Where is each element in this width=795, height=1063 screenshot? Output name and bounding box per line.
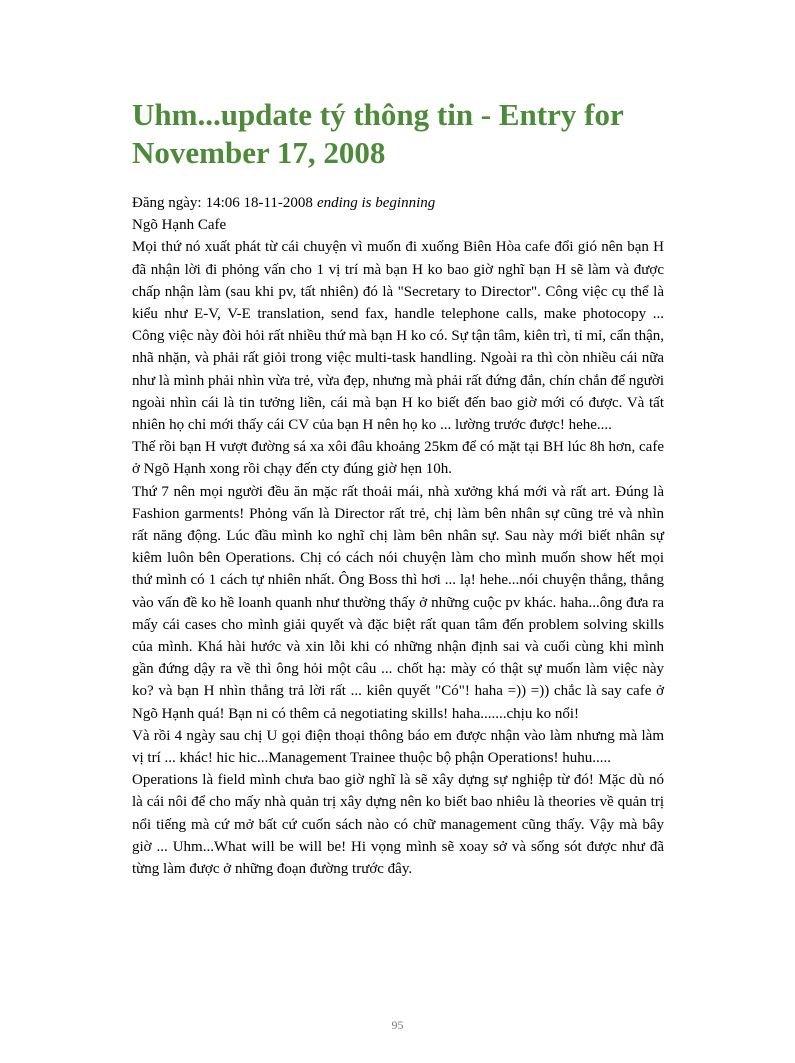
paragraph-3: Thứ 7 nên mọi người đều ăn mặc rất thoải mái, nhà xưởng khá mới và rất art. Đúng là Fashion garments! Phỏng vấn là Director rất trẻ, chị làm bên nhân sự cũng trẻ và nhìn rất năng động. Lúc đầu mình ko nghĩ chị làm bên nhân sự. Sau này mới biết nhân sự kiêm luôn bên Operations. Chị có cách nói chuyện làm cho mình muốn show hết mọi thứ mình có 1 cách tự nhiên nhất. Ông Boss thì hơi ... lạ! hehe...nói chuyện thẳng, thẳng vào vấn đề ko hề loanh quanh như thường thấy ở những cuộc pv khác. haha...ông đưa ra mấy cái cases cho mình giải quyết và đặc biệt rất quan tâm đến problem solving skills của mình. Khá hài hước và xin lỗi khi có những nhận định sai và cuối cùng khi mình gần đứng dậy ra về thì ông hỏi một câu ... chốt hạ: mày có thật sự muốn làm việc này ko? và bạn H nhìn thẳng trả lời rất ... kiên quyết "Có"! haha =)) =)) chắc là say cafe ở Ngõ Hạnh quá! Bạn ni có thêm cả negotiating skills! haha.......chịu ko nổi! xyxy=(132,483,664,722)
paragraph-4: Và rồi 4 ngày sau chị U gọi điện thoại thông báo em được nhận vào làm nhưng mà làm vị trí ... khác! hic hic...Management Trainee thuộc bộ phận Operations! huhu..... xyxy=(132,727,664,767)
page-number: 95 xyxy=(391,1018,404,1032)
paragraph-2: Thế rồi bạn H vượt đường sá xa xôi đâu khoảng 25km để có mặt tại BH lúc 8h hơn, cafe ở Ngõ Hạnh xong rồi chạy đến cty đúng giờ hẹn 10h. xyxy=(132,439,664,478)
post-location: Ngõ Hạnh Cafe xyxy=(132,217,227,234)
paragraph-5: Operations là field mình chưa bao giờ nghĩ là sẽ xây dựng sự nghiệp từ đó! Mặc dù nó là cái nôi để cho mấy nhà quản trị xây dựng nên ko biết bao nhiêu là theories về quản trị nổi tiếng mà cứ mở bất cứ cuốn sách nào có chữ management cũng thấy. Vậy mà bây giờ ... Uhm...What will be will be! Hi vọng mình sẽ xoay sở và sống sót được như đã từng làm được ở những đoạn đường trước đây. xyxy=(132,772,664,878)
post-datetime: 14:06 18-11-2008 xyxy=(205,195,313,211)
post-title: Uhm...update tý thông tin - Entry for November 17, 2008 xyxy=(132,97,624,170)
post-content xyxy=(132,192,664,880)
post-tag: ending is beginning xyxy=(316,195,436,211)
paragraph-1: Mọi thứ nó xuất phát từ cái chuyện vì muốn đi xuống Biên Hòa cafe đổi gió nên bạn H đã nhận lời đi phỏng vấn cho 1 vị trí mà bạn H ko bao giờ nghĩ bạn H sẽ làm và được chấp nhận làm (sau khi pv, tất nhiên) đó là "Secretary to Director". Công việc cụ thể là kiểu như E-V, V-E translation, send fax, handle telephone calls, make photocopy ... Công việc này đòi hỏi rất nhiều thứ mà bạn H ko có. Sự tận tâm, kiên trì, tỉ mỉ, cẩn thận, nhã nhặn, và phải rất giỏi trong việc multi-task handling. Ngoài ra thì còn nhiều cái nữa như là mình phải nhìn vừa trẻ, vừa đẹp, nhưng mà phải rất đứng đắn, chín chắn để người ngoài nhìn cái là tin tưởng liền, cái mà bạn H ko biết đến bao giờ mới có được. Và tất nhiên họ chỉ mới thấy cái CV của bạn H nên họ ko ... lường trước được! hehe.... xyxy=(132,239,665,434)
posted-label: Đăng ngày: xyxy=(132,195,202,211)
post-meta xyxy=(132,192,664,214)
